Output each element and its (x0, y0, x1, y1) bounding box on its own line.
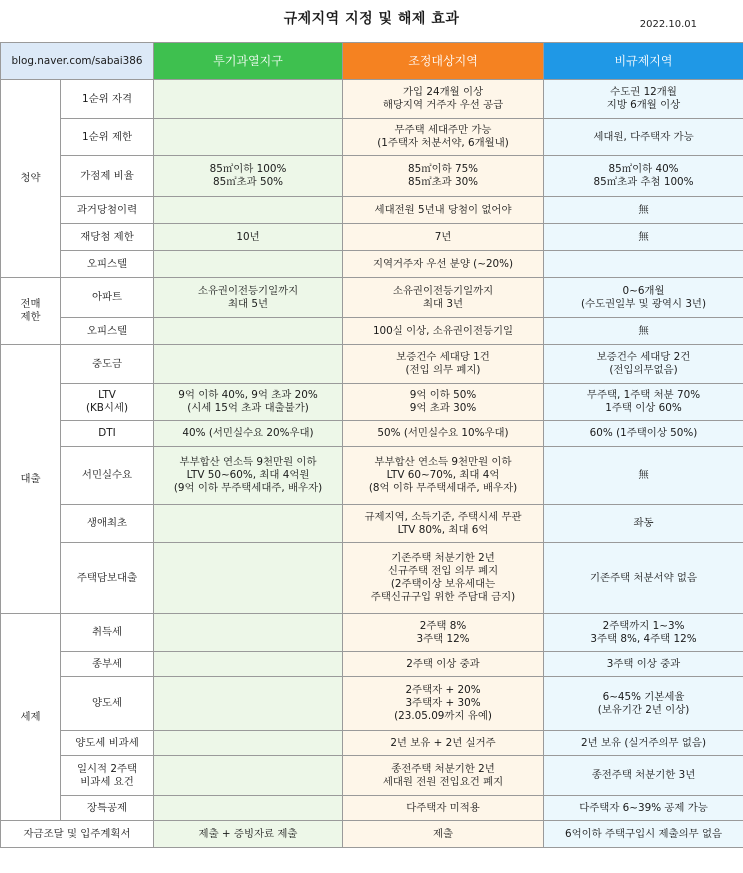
value-cell (544, 756, 743, 796)
value-cell (154, 156, 343, 197)
cell-text-line: 소유권이전등기일까지 (392, 284, 494, 297)
value-cell (343, 421, 544, 447)
value-cell (154, 80, 343, 119)
cell-text-line: 2주택자 + 20% (405, 684, 481, 696)
source-link[interactable]: blog.naver.com/sabai386 (1, 43, 154, 80)
value-cell (154, 677, 343, 731)
header-col-adjusted: 조정대상지역 (343, 43, 544, 80)
cell-text-line: 1주택 이상 60% (605, 402, 682, 414)
cell-text-line: (보유기간 2년 이상) (597, 703, 690, 716)
cell-text-line: 부부합산 연소득 9천만원 이하 (179, 456, 317, 468)
item-label: 서민실수요 (61, 447, 154, 505)
value-cell (544, 677, 743, 731)
value-cell (154, 119, 343, 156)
cell-text-line: 40% (서민실수요 20%우대) (182, 427, 314, 439)
table-row (1, 505, 743, 543)
value-cell (154, 821, 343, 848)
table-row (1, 278, 743, 318)
item-label: 양도세 (61, 677, 154, 731)
cell-text-line: 85㎡이하 75% (407, 163, 479, 175)
table-row (1, 197, 743, 224)
value-cell (154, 197, 343, 224)
value-cell (154, 318, 343, 345)
cell-text-line: 기존주택 처분서약 없음 (590, 571, 697, 584)
item-label: 아파트 (61, 278, 154, 318)
cell-text-line: 지방 6개월 이상 (606, 99, 681, 111)
cell-text-line: 부부합산 연소득 9천만원 이하 (374, 456, 512, 468)
cell-text-line: 수도권 12개월 (610, 86, 677, 98)
value-cell (343, 318, 544, 345)
value-cell (343, 796, 544, 821)
page-title: 규제지역 지정 및 해제 효과 (283, 11, 460, 27)
value-cell (544, 614, 743, 652)
value-cell (544, 447, 743, 505)
value-cell (343, 251, 544, 278)
cell-text-line: 기존주택 처분기한 2년 (391, 552, 495, 564)
table-row (1, 318, 743, 345)
value-cell (154, 796, 343, 821)
cell-text-line: 소유권이전등기일까지 (197, 284, 299, 297)
cell-text-line: (전입 의무 폐지) (405, 364, 481, 376)
value-cell (544, 251, 743, 278)
cell-text-line: 2년 보유 (실거주의무 없음) (581, 736, 707, 749)
item-label: 재당첨 제한 (61, 224, 154, 251)
cell-text-line: 보증건수 세대당 2건 (596, 351, 691, 363)
value-cell (154, 251, 343, 278)
cell-text-line: 10년 (236, 230, 260, 243)
value-cell (544, 384, 743, 421)
value-cell (544, 505, 743, 543)
cell-text-line: 일시적 2주택 (76, 762, 138, 775)
value-cell (544, 731, 743, 756)
header-col-nonregulated: 비규제지역 (544, 43, 743, 80)
value-cell (343, 384, 544, 421)
value-cell (154, 421, 343, 447)
cell-text-line: 규제지역, 소득기준, 주택시세 무관 (364, 510, 522, 523)
value-cell (544, 119, 743, 156)
cell-text-line: 2주택 이상 중과 (406, 657, 480, 670)
cell-text-line: 85㎡이하 100% (209, 163, 287, 175)
table-row (1, 821, 743, 848)
cell-text-line: (KB시세) (85, 402, 129, 414)
cell-text-line: 60% (1주택이상 50%) (589, 427, 698, 439)
table-row (1, 156, 743, 197)
item-label: 취득세 (61, 614, 154, 652)
item-label: 오피스텔 (61, 251, 154, 278)
value-cell (544, 224, 743, 251)
table-row (1, 224, 743, 251)
category-funding: 자금조달 및 입주계획서 (1, 821, 154, 848)
cell-text-line: 최대 5년 (228, 297, 269, 310)
value-cell (343, 447, 544, 505)
value-cell (544, 543, 743, 614)
cell-text-line: LTV 80%, 최대 6억 (397, 523, 489, 536)
cell-text-line: 100실 이상, 소유권이전등기일 (372, 324, 514, 337)
category-tax: 세제 (1, 614, 61, 821)
value-cell (343, 614, 544, 652)
cell-text-line: (9억 이하 무주택세대주, 배우자) (173, 482, 323, 494)
cell-text-line: 9억 초과 30% (409, 402, 477, 414)
value-cell (154, 756, 343, 796)
value-cell (343, 224, 544, 251)
value-cell (544, 318, 743, 345)
value-cell (544, 652, 743, 677)
category-loan: 대출 (1, 345, 61, 614)
cell-text-line: 최대 3년 (423, 297, 464, 310)
cell-text-line: (수도권일부 및 광역시 3년) (581, 297, 707, 310)
cell-text-line: 해당지역 거주자 우선 공급 (382, 99, 504, 111)
item-label (61, 756, 154, 796)
cell-text-line: 다주택자 미적용 (406, 801, 480, 814)
value-cell (544, 421, 743, 447)
value-cell (343, 505, 544, 543)
value-cell (343, 731, 544, 756)
value-cell (343, 543, 544, 614)
cell-text-line: 2년 보유 + 2년 실거주 (390, 736, 496, 749)
table-row (1, 80, 743, 119)
table-row (1, 652, 743, 677)
cell-text-line: 가입 24개월 이상 (402, 86, 484, 98)
value-cell (544, 80, 743, 119)
cell-text-line: 6~45% 기본세율 (602, 690, 685, 703)
cell-text-line: 0~6개월 (622, 284, 665, 297)
header-col-speculative: 투기과열지구 (154, 43, 343, 80)
value-cell (343, 156, 544, 197)
item-label: 1순위 자격 (61, 80, 154, 119)
cell-text-line: 85㎡초과 30% (407, 176, 479, 188)
category-resale (1, 278, 61, 345)
cell-text-line: 주택신규구입 위한 주담대 금지) (370, 591, 516, 603)
table-row (1, 447, 743, 505)
cell-text-line: 제출 + 증빙자료 제출 (198, 827, 298, 840)
value-cell (343, 652, 544, 677)
cell-text-line: LTV 60~70%, 최대 4억 (386, 469, 500, 481)
table-row (1, 251, 743, 278)
table-row (1, 543, 743, 614)
cell-text-line: 신규주택 전입 의무 폐지 (387, 565, 499, 577)
value-cell (343, 677, 544, 731)
cell-text-line: 제출 (432, 827, 454, 840)
table-row (1, 119, 743, 156)
cell-text-line: LTV (98, 389, 116, 401)
cell-text-line: 3주택 12% (416, 632, 470, 645)
value-cell (154, 278, 343, 318)
value-cell (544, 821, 743, 848)
value-cell (544, 345, 743, 384)
cell-text-line: 세대원 전원 전입요건 폐지 (382, 775, 504, 788)
cell-text-line: 지역거주자 우선 분양 (~20%) (372, 257, 514, 270)
cell-text-line: 다주택자 6~39% 공제 가능 (579, 801, 708, 814)
cell-text-line: 85㎡초과 추첨 100% (593, 176, 694, 188)
cell-text-line: 9억 이하 40%, 9억 초과 20% (178, 389, 318, 401)
value-cell (154, 345, 343, 384)
cell-text-line: 3주택 이상 중과 (606, 657, 681, 670)
value-cell (343, 80, 544, 119)
value-cell (154, 614, 343, 652)
table-row (1, 731, 743, 756)
cell-text-line: 3주택 8%, 4주택 12% (590, 632, 697, 645)
cell-text-line: 전매 (20, 298, 41, 310)
item-label: 종부세 (61, 652, 154, 677)
value-cell (544, 156, 743, 197)
cell-text-line: 세대원, 다주택자 가능 (593, 130, 694, 143)
cell-text-line: 7년 (434, 230, 452, 243)
category-subscription: 청약 (1, 80, 61, 278)
cell-text-line: 無 (638, 203, 649, 216)
table-row (1, 345, 743, 384)
item-label: DTI (61, 421, 154, 447)
cell-text-line: 無 (638, 469, 649, 481)
table-row (1, 421, 743, 447)
value-cell (343, 756, 544, 796)
item-label (61, 384, 154, 421)
item-label: 양도세 비과세 (61, 731, 154, 756)
cell-text-line: 2주택까지 1~3% (602, 619, 685, 632)
cell-text-line: 좌동 (633, 517, 654, 529)
cell-text-line: 9억 이하 50% (409, 389, 477, 401)
value-cell (154, 543, 343, 614)
cell-text-line: 無 (638, 230, 649, 243)
table-row (1, 796, 743, 821)
cell-text-line: 종전주택 처분기한 2년 (391, 762, 495, 775)
cell-text-line: (1주택자 처분서약, 6개월내) (377, 137, 509, 149)
cell-text-line: 3주택자 + 30% (405, 697, 481, 709)
header-row (1, 43, 743, 80)
cell-text-line: 세대전원 5년내 당첨이 없어야 (374, 203, 512, 216)
value-cell (343, 197, 544, 224)
value-cell (154, 731, 343, 756)
value-cell (544, 197, 743, 224)
cell-text-line: (시세 15억 초과 대출불가) (187, 402, 309, 414)
cell-text-line: 종전주택 처분기한 3년 (591, 769, 696, 781)
value-cell (154, 447, 343, 505)
value-cell (343, 345, 544, 384)
cell-text-line: 2주택 8% (419, 619, 467, 632)
item-label: 1순위 제한 (61, 119, 154, 156)
value-cell (544, 796, 743, 821)
value-cell (343, 821, 544, 848)
value-cell (154, 652, 343, 677)
cell-text-line: 무주택 세대주만 가능 (394, 124, 492, 136)
cell-text-line: (2주택이상 보유세대는 (390, 578, 496, 590)
cell-text-line: 보증건수 세대당 1건 (396, 351, 490, 363)
item-label: 생애최초 (61, 505, 154, 543)
table-row (1, 384, 743, 421)
item-label: 오피스텔 (61, 318, 154, 345)
cell-text-line: 비과세 요건 (80, 775, 134, 788)
cell-text-line: 50% (서민실수요 10%우대) (377, 427, 509, 439)
table-row (1, 677, 743, 731)
item-label: 과거당첨이력 (61, 197, 154, 224)
value-cell (154, 505, 343, 543)
item-label: 주택담보대출 (61, 543, 154, 614)
cell-text-line: 6억이하 주택구입시 제출의무 없음 (564, 827, 723, 840)
item-label: 중도금 (61, 345, 154, 384)
value-cell (154, 224, 343, 251)
cell-text-line: (23.05.09까지 유예) (394, 710, 492, 722)
value-cell (343, 119, 544, 156)
value-cell (343, 278, 544, 318)
table-row (1, 614, 743, 652)
cell-text-line: (8억 이하 무주택세대주, 배우자) (368, 482, 518, 494)
comparison-table (0, 42, 743, 848)
cell-text-line: 무주택, 1주택 처분 70% (586, 389, 701, 401)
table-row (1, 756, 743, 796)
item-label: 장특공제 (61, 796, 154, 821)
date-label: 2022.10.01 (639, 19, 697, 30)
cell-text-line: 제한 (20, 311, 41, 323)
cell-text-line: (전입의무없음) (609, 364, 678, 376)
value-cell (544, 278, 743, 318)
cell-text-line: LTV 50~60%, 최대 4억원 (186, 469, 310, 481)
value-cell (154, 384, 343, 421)
cell-text-line: 85㎡이하 40% (608, 163, 679, 175)
cell-text-line: 85㎡초과 50% (212, 176, 284, 188)
cell-text-line: 無 (638, 324, 649, 337)
item-label: 가점제 비율 (61, 156, 154, 197)
